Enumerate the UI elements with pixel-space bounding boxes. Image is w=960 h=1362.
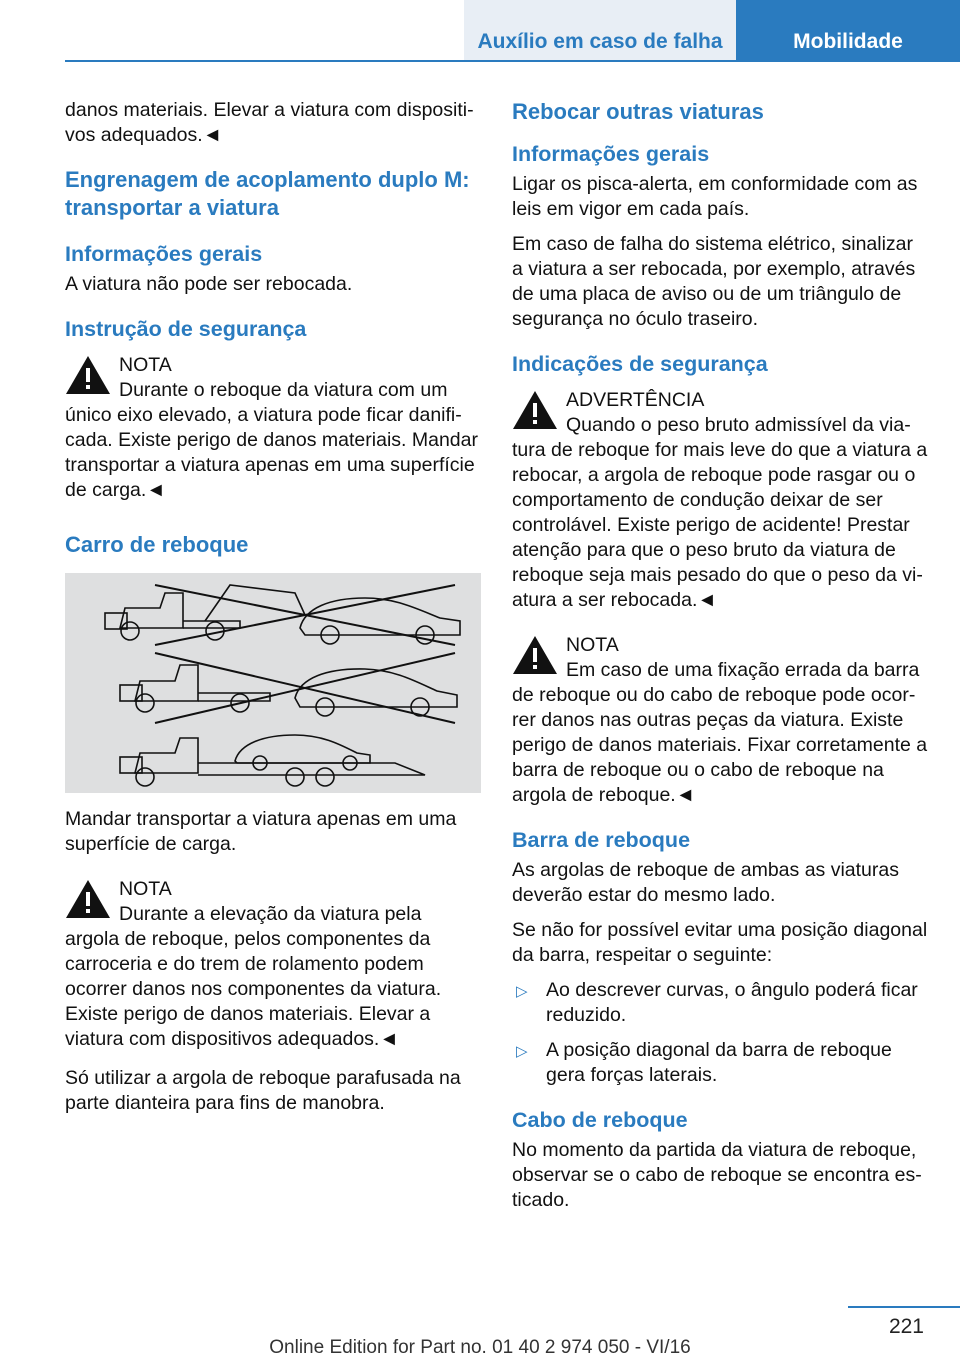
warning-note-1 [65, 353, 481, 503]
heading-tow-bar: Barra de reboque [512, 828, 691, 852]
tow-truck-illustration [65, 573, 481, 793]
tow-bar-paragraph-2: Se não for possível evitar uma posição diagonal da barra, respeitar o seguinte: [512, 919, 928, 966]
heading-general-info: Informações gerais [512, 142, 710, 166]
warning-kind: NOTA [119, 354, 172, 376]
page-header [0, 0, 960, 62]
warning-triangle-icon [512, 635, 558, 675]
section-tab: Auxílio em caso de falha [464, 0, 736, 60]
truck-icon [105, 585, 305, 640]
hazard-lights-paragraph: Ligar os pisca-alerta, em conformidade com as leis em vigor em cada país. [512, 173, 918, 220]
warning-note [512, 633, 928, 808]
right-column [512, 98, 928, 1223]
page-footer [0, 1300, 960, 1362]
warning-text: Quando o peso bruto admissível da viatura de reboque for mais leve do que a viatura a rebocar, a argola de reboque pode rasgar ou o comportamento de condução deixar de ser controlável. Existe perigo de acidente! Prestar atenção para que o peso bruto da viatura de reboque seja mais pesado do que o peso da viatura a ser rebocada.◄ [512, 414, 928, 611]
list-item-text: A posição diagonal da barra de reboque gera forças laterais. [546, 1039, 892, 1086]
chapter-tab: Mobilidade [736, 0, 960, 62]
tow-rope-paragraph: No momento da partida da viatura de reboque, observar se o cabo de reboque se encontra esticado. [512, 1139, 922, 1211]
warning-triangle-icon [65, 879, 111, 919]
tow-bar-paragraph-1: As argolas de reboque de ambas as viaturas deverão estar do mesmo lado. [512, 859, 899, 906]
list-item [512, 978, 928, 1028]
general-info-paragraph: A viatura não pode ser rebocada. [65, 273, 353, 295]
warning-kind: ADVERTÊNCIA [566, 389, 705, 411]
heading-tow-other-vehicles: Rebocar outras viaturas [512, 99, 764, 124]
electrical-failure-paragraph: Em caso de falha do sistema elétrico, sinalizar a viatura a ser rebocada, por exemplo, através de uma placa de aviso ou de um triângulo de segurança no óculo traseiro. [512, 233, 916, 330]
warning-kind: NOTA [119, 878, 172, 900]
car-icon [235, 735, 370, 770]
warning-text: Durante o reboque da viatura com um único eixo elevado, a viatura pode ficar danificada. Existe perigo de danos materiais. Mandar transportar a viatura apenas em uma superfície de carga.◄ [65, 379, 478, 501]
warning-triangle-icon [65, 355, 111, 395]
heading-tow-truck: Carro de reboque [65, 532, 249, 557]
warning-kind: NOTA [566, 634, 619, 656]
bullet-triangle-icon: ▷ [516, 983, 528, 1000]
list-item-text: Ao descrever curvas, o ângulo poderá ficar reduzido. [546, 979, 918, 1026]
truck-icon [120, 665, 270, 712]
heading-safety-indications: Indicações de segurança [512, 352, 768, 376]
warning-text: Em caso de uma fixação errada da barra de reboque ou do cabo de reboque pode ocorrer danos nas outras peças da viatura. Existe perigo de danos materiais. Fixar corretamente a barra de reboque ou o cabo de reboque na argola de reboque.◄ [512, 659, 928, 806]
warning-triangle-icon [512, 390, 558, 430]
page-number: 221 [888, 1315, 924, 1338]
heading-safety-instruction: Instrução de segurança [65, 317, 307, 341]
heading-general-info: Informações gerais [65, 242, 263, 266]
figure-caption: Mandar transportar a viatura apenas em uma superfície de carga. [65, 808, 457, 855]
header-rule [65, 60, 960, 62]
bullet-triangle-icon: ▷ [516, 1043, 528, 1060]
edition-line: Online Edition for Part no. 01 40 2 974 050 - VI/16 [269, 1337, 691, 1358]
warning-advertencia [512, 388, 928, 613]
heading-tow-rope: Cabo de reboque [512, 1108, 688, 1132]
warning-text: Durante a elevação da viatura pela argola de reboque, pelos componentes da carroceria e do trem de rolamento podem ocorrer danos nos componentes da viatura. Existe perigo de danos materiais. Elevar a viatura com dispositivos adequados.◄ [65, 903, 442, 1050]
footer-rule [848, 1306, 960, 1308]
truck-icon [120, 738, 425, 786]
car-icon [300, 598, 460, 644]
car-icon [295, 669, 457, 716]
final-paragraph: Só utilizar a argola de reboque parafusada na parte dianteira para fins de manobra. [65, 1067, 461, 1114]
heading-dual-clutch: Engrenagem de acoplamento duplo M: transportar a viatura [65, 167, 470, 220]
list-item [512, 1038, 928, 1088]
intro-paragraph: danos materiais. Elevar a viatura com dispositivos adequados.◄ [65, 99, 474, 146]
warning-note-2 [65, 877, 481, 1052]
left-column [65, 98, 481, 1126]
